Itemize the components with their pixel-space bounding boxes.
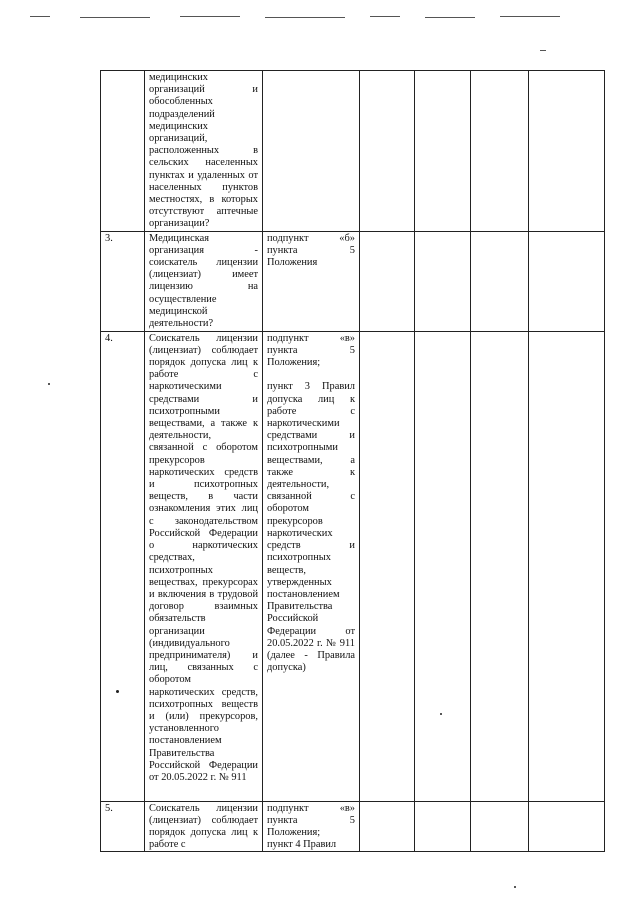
answer-yes-cell <box>360 801 415 852</box>
scan-artifact-line <box>425 17 475 18</box>
table-row <box>101 231 605 331</box>
legal-reference: подпункт «в» пункта 5 Положения; пункт 3 Правил допуска лиц к работе с наркотическими средствами и психотропными веществами, а также к деятельности, связанной с оборотом прекурсоров наркотических средств и психотропных веществ, утвержденных постановлением Правительства Российской Федерации от 20.05.2022 г. № 911 (далее - Правила допуска) <box>263 331 360 801</box>
legal-reference: подпункт «в» пункта 5 Положения; пункт 4 Правил <box>263 801 360 852</box>
answer-no-cell <box>415 71 471 232</box>
scan-artifact-line <box>370 16 400 17</box>
row-number: 3. <box>101 231 145 331</box>
scan-speck <box>514 886 516 888</box>
row-number: 4. <box>101 331 145 801</box>
not-applicable-cell <box>471 71 529 232</box>
answer-yes-cell <box>360 71 415 232</box>
not-applicable-cell <box>471 801 529 852</box>
answer-yes-cell <box>360 231 415 331</box>
scan-artifact-line <box>30 16 50 17</box>
note-cell <box>529 71 605 232</box>
scan-artifact-line <box>540 50 546 51</box>
scan-artifact-line <box>80 17 150 18</box>
table-row <box>101 331 605 801</box>
legal-reference <box>263 71 360 232</box>
note-cell <box>529 231 605 331</box>
question-text: Медицинская организация - соискатель лицензии (лицензиат) имеет лицензию на осуществление медицинской деятельности? <box>145 231 263 331</box>
question-text: Соискатель лицензии (лицензиат) соблюдает порядок допуска лиц к работе с <box>145 801 263 852</box>
row-number <box>101 71 145 232</box>
answer-no-cell <box>415 231 471 331</box>
answer-no-cell <box>415 331 471 801</box>
scan-artifact-line <box>180 16 240 17</box>
legal-reference: подпункт «б» пункта 5 Положения <box>263 231 360 331</box>
answer-no-cell <box>415 801 471 852</box>
checklist-table <box>100 70 605 852</box>
row-number: 5. <box>101 801 145 852</box>
note-cell <box>529 801 605 852</box>
scan-speck <box>48 383 50 385</box>
question-text: медицинских организаций и обособленных подразделений медицинских организаций, расположенных в сельских населенных пунктах и удаленных от населенных пунктов местностях, в которых отсутствуют аптечные организации? <box>145 71 263 232</box>
not-applicable-cell <box>471 331 529 801</box>
note-cell <box>529 331 605 801</box>
table-row <box>101 801 605 852</box>
question-text: Соискатель лицензии (лицензиат) соблюдает порядок допуска лиц к работе с наркотическими средствами и психотропными веществами, а также к деятельности, связанной с оборотом прекурсоров наркотических средств и психотропных веществ, в части ознакомления этих лиц с законодательством Российской Федерации о наркотических средствах, психотропных веществах, прекурсорах и включения в трудовой договор взаимных обязательств организации (индивидуального предпринимателя) и лиц, связанных с оборотом наркотических средств, психотропных веществ и (или) прекурсоров, установленного постановлением Правительства Российской Федерации от 20.05.2022 г. № 911 <box>145 331 263 801</box>
not-applicable-cell <box>471 231 529 331</box>
answer-yes-cell <box>360 331 415 801</box>
table-row <box>101 71 605 232</box>
scan-artifact-line <box>500 16 560 17</box>
scan-artifact-line <box>265 17 345 18</box>
